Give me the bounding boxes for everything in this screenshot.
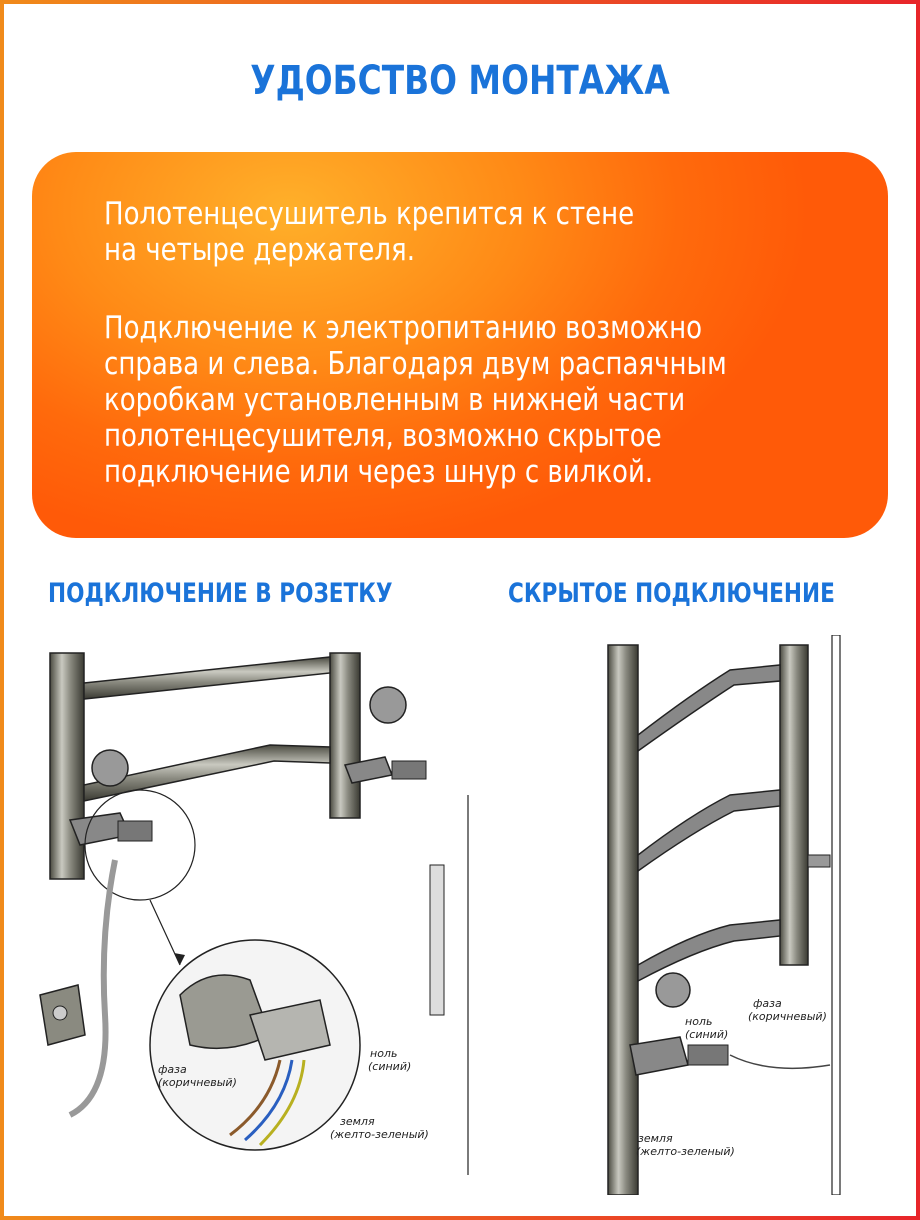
wall-holder: [370, 687, 406, 723]
label-phase: фаза: [158, 1063, 187, 1076]
socket-connection-illustration: [30, 635, 470, 1195]
label-zero: ноль: [370, 1047, 398, 1060]
hidden-connection-illustration: [570, 635, 900, 1195]
hidden-connection-heading: СКРЫТОЕ ПОДКЛЮЧЕНИЕ: [508, 578, 835, 609]
rail-right: [780, 645, 808, 965]
page-title: УДОБСТВО МОНТАЖА: [250, 58, 670, 104]
label-phase-color: (коричневый): [158, 1076, 237, 1089]
rail-right: [330, 653, 360, 818]
label-zero: ноль: [685, 1015, 713, 1028]
wall-holder: [656, 973, 690, 1007]
label-phase-color: (коричневый): [748, 1010, 827, 1023]
wall: [832, 635, 840, 1195]
label-zero-color: (синий): [685, 1028, 729, 1041]
label-ground: земля: [340, 1115, 375, 1128]
label-ground-color: (желто-зеленый): [330, 1128, 429, 1141]
info-paragraph-connection: Подключение к электропитанию возможно справа и слева. Благодаря двум распаячным коробкам установленным в нижней части полотенцесушителя, возможно скрытое подключение или через шнур с вилкой.: [104, 310, 727, 490]
socket-connection-heading: ПОДКЛЮЧЕНИЕ В РОЗЕТКУ: [48, 578, 393, 609]
info-paragraph-mounting: Полотенцесушитель крепится к стене на четыре держателя.: [104, 196, 635, 268]
label-ground-color: (желто-зеленый): [636, 1145, 735, 1158]
rail-left: [50, 653, 84, 879]
rail-left: [608, 645, 638, 1195]
label-zero-color: (синий): [368, 1060, 412, 1073]
wall-holder: [92, 750, 128, 786]
label-phase: фаза: [753, 997, 782, 1010]
zoom-circle-small: [85, 790, 195, 900]
label-ground: земля: [638, 1132, 673, 1145]
